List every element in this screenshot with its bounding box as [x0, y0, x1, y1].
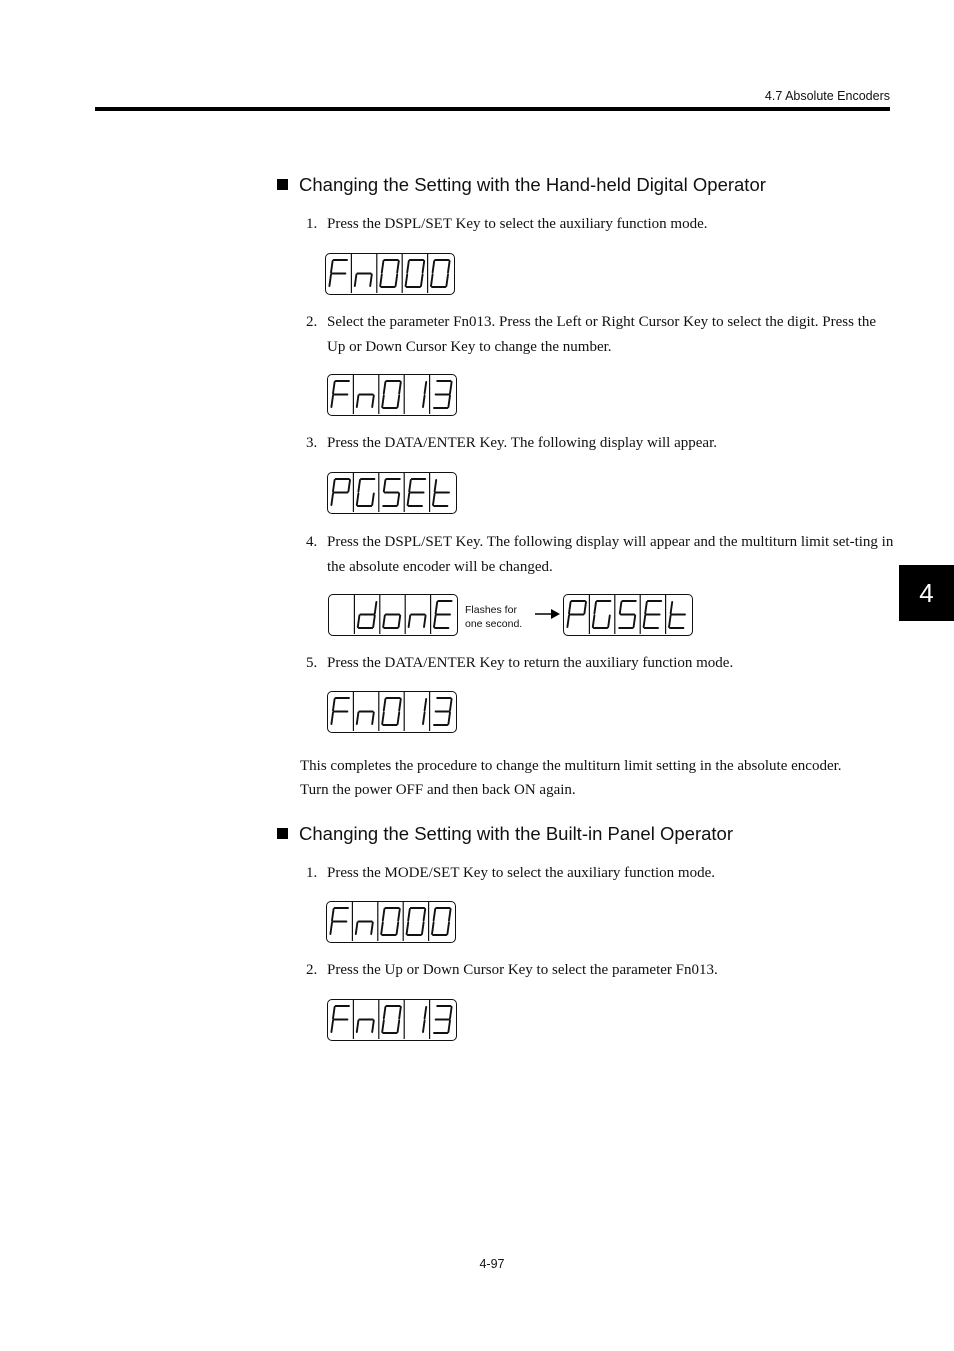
chapter-tab: 4 [899, 565, 954, 621]
step-5 [306, 651, 896, 676]
operator-display [327, 374, 457, 416]
running-header: 4.7 Absolute Encoders [764, 89, 890, 103]
operator-display [563, 594, 693, 636]
flash-note [465, 603, 522, 631]
operator-display [328, 594, 458, 636]
step-text: Press the DSPL/SET Key. The following display will appear and the multiturn limit set-ting in the absolute encoder will be changed. [327, 534, 894, 575]
header-rule [95, 107, 890, 111]
section-heading-text: Changing the Setting with the Built-in Panel Operator [299, 823, 733, 844]
right-arrow-icon [535, 607, 561, 621]
step-1 [306, 212, 896, 237]
step-number: 5. [306, 655, 318, 671]
closing-line: This completes the procedure to change the multiturn limit setting in the absolute encoder. [300, 758, 842, 774]
step-text: Select the parameter Fn013. Press the Left or Right Cursor Key to select the digit. Press the Up or Down Cursor Key to change the number. [327, 314, 877, 355]
step-number: 2. [306, 962, 318, 978]
operator-display [327, 999, 457, 1041]
closing-line: Turn the power OFF and then back ON again. [300, 782, 576, 798]
step-number: 3. [306, 435, 318, 451]
operator-display [325, 253, 455, 295]
flash-note-line: Flashes for [465, 604, 517, 616]
operator-display [327, 691, 457, 733]
step-text: Press the DATA/ENTER Key. The following display will appear. [327, 435, 717, 451]
step-number: 1. [306, 216, 318, 232]
square-bullet-icon [277, 179, 288, 190]
flash-note-line: one second. [465, 618, 523, 630]
step-4 [306, 530, 896, 579]
step-text: Press the DATA/ENTER Key to return the auxiliary function mode. [327, 655, 734, 671]
operator-display [326, 901, 456, 943]
step-3 [306, 431, 896, 456]
section-heading-text: Changing the Setting with the Hand-held Digital Operator [299, 174, 766, 195]
step-2 [306, 310, 896, 359]
step-text: Press the MODE/SET Key to select the auxiliary function mode. [327, 865, 715, 881]
step-number: 2. [306, 314, 318, 330]
page-number: 4-97 [479, 1257, 505, 1271]
step-text: Press the DSPL/SET Key to select the auxiliary function mode. [327, 216, 708, 232]
step-text: Press the Up or Down Cursor Key to select the parameter Fn013. [327, 962, 718, 978]
section-heading-handheld [277, 174, 766, 196]
step-number: 1. [306, 865, 318, 881]
closing-paragraph [300, 754, 900, 802]
section-heading-panel [277, 823, 733, 845]
operator-display [327, 472, 457, 514]
step-number: 4. [306, 534, 318, 550]
step-1 [306, 861, 896, 886]
step-2 [306, 958, 896, 983]
square-bullet-icon [277, 828, 288, 839]
